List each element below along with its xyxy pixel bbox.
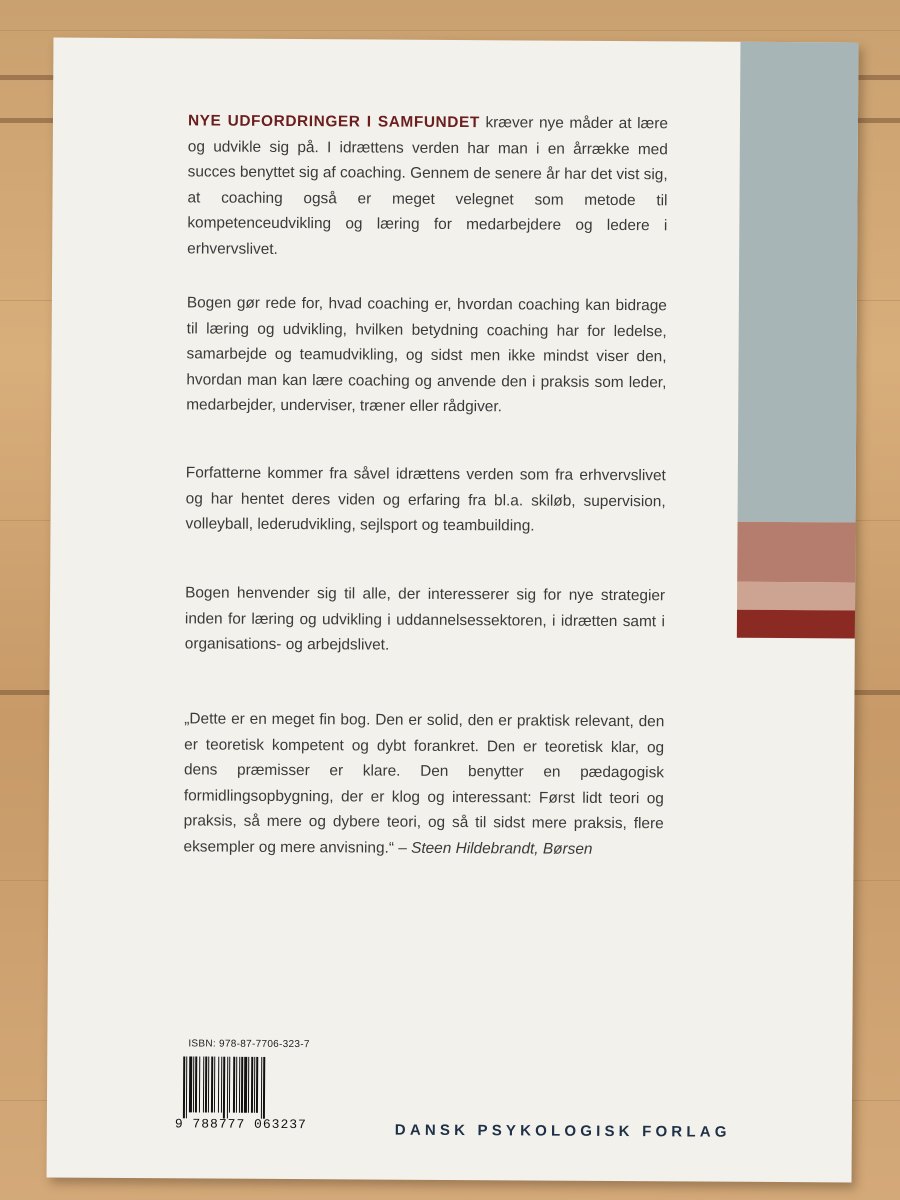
barcode-bar (229, 1057, 230, 1113)
review-quote (183, 706, 664, 862)
review-quote-text: „Dette er en meget fin bog. Den er solid, den er praktisk relevant, den er teoretisk kompetent og dybt forankret. Den er teoretisk klar, og dens præmisser er klare. Den benytter en pædagogisk formidlingsopbygning, der er klog og interessant: Først lidt teori og praksis, så mere og dybere teori, og så til sidst mere praksis, flere eksempler og mere anvisning.“ (183, 710, 665, 857)
barcode-bar (203, 1056, 204, 1112)
barcode-bar (205, 1056, 207, 1112)
barcode-bars-icon (175, 1056, 325, 1119)
barcode-bar (263, 1057, 265, 1119)
barcode-bar (251, 1057, 253, 1113)
barcode-bar (233, 1057, 235, 1113)
barcode-bar (199, 1056, 200, 1112)
barcode-bar (211, 1057, 213, 1113)
audience-paragraph: Bogen henvender sig til alle, der interesserer sig for nye strategier inden for læring og udvikling i uddannelsessektoren, i idrætten samt i organisations- og arbejdslivet. (184, 584, 666, 654)
barcode-bar (261, 1057, 262, 1119)
barcode-bar (256, 1057, 258, 1113)
barcode-bar (189, 1056, 192, 1112)
barcode-bar (239, 1057, 240, 1113)
barcode-bar (227, 1057, 228, 1119)
intro-paragraph (187, 108, 668, 264)
isbn-barcode (175, 1038, 336, 1134)
isbn-label: ISBN: 978-87-7706-323-7 (188, 1038, 310, 1051)
publisher-name: DANSK PSYKOLOGISK FORLAG (394, 1121, 731, 1141)
barcode-bar (193, 1056, 194, 1112)
barcode-bar (186, 1056, 187, 1118)
barcode-bar (221, 1057, 222, 1113)
floor-grain (0, 30, 900, 31)
intro-text: kræver nye måder at lære og udvikle sig på. I idrættens verden har man i en årrække med succes benyttet sig af coaching. Gennem de senere år har det vist sig, at coaching også er meget velegnet som metode til kompetenceudvikling og læring for medarbejdere og ledere i erhvervslivet. (187, 114, 669, 258)
barcode-bar (218, 1057, 219, 1113)
spine-band-red (737, 610, 855, 639)
barcode-bar (254, 1057, 255, 1113)
barcode-bar (183, 1056, 185, 1118)
description-paragraph: Bogen gør rede for, hvad coaching er, hvordan coaching kan bidrage til læring og udvikling, hvilken betydning coaching har for ledelse, samarbejde og teamudvikling, og sidst men ikke mindst viser den, hvordan man kan lære coaching og anvende den i praksis som leder, medarbejder, underviser, træner eller rådgiver. (186, 294, 667, 416)
spine-band-pink (737, 582, 855, 611)
authors-paragraph: Forfatterne kommer fra såvel idrættens verden som fra erhvervslivet og har hentet deres viden og erfaring fra bl.a. skiløb, supervision, volleyball, lederudvikling, sejlsport og teambuilding. (185, 464, 666, 535)
spine-band-rose (737, 522, 855, 583)
book-back-cover (47, 38, 859, 1183)
barcode-bar (195, 1056, 197, 1112)
barcode-bar (236, 1057, 237, 1113)
barcode-bar (244, 1057, 247, 1113)
barcode-bar (241, 1057, 243, 1113)
barcode-bar (223, 1057, 225, 1119)
review-quote-dash: – (393, 839, 412, 857)
spine-band-grey (738, 42, 859, 523)
barcode-bar (248, 1057, 249, 1113)
barcode-bar (208, 1057, 209, 1113)
barcode-bar (214, 1057, 215, 1113)
intro-heading: NYE UDFORDRINGER I SAMFUNDET (187, 112, 480, 132)
review-quote-author: Steen Hildebrandt, Børsen (411, 839, 593, 858)
barcode-digits: 9 788777 063237 (174, 1116, 307, 1133)
